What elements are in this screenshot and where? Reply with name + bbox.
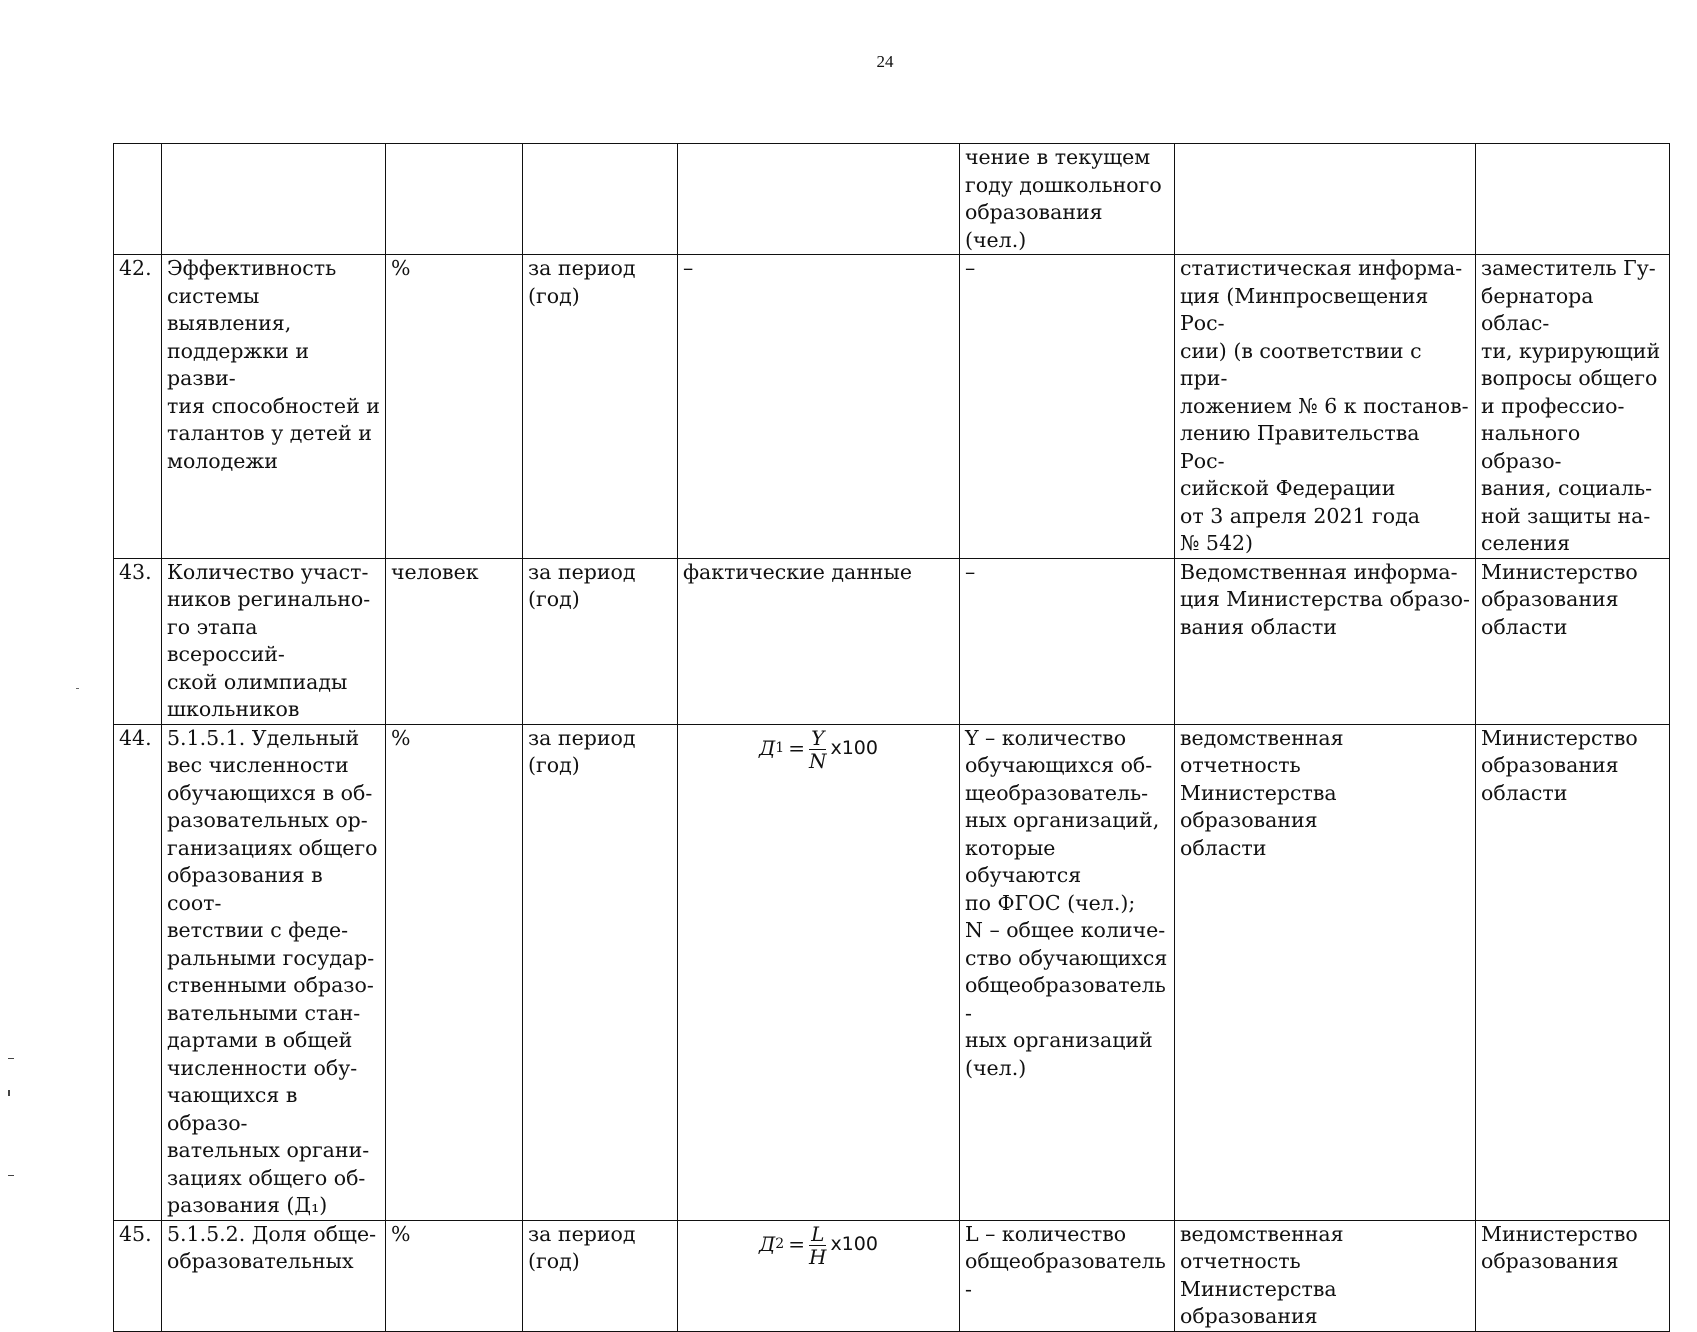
- table-row: [114, 255, 1670, 559]
- indicator-name: Количество участ- ников регинально- го этапа всероссий- ской олимпиады школьников: [162, 558, 386, 724]
- formula-lhs: Д: [759, 736, 776, 761]
- formula-numerator: Y: [811, 725, 825, 750]
- source-cell: Ведомственная информа- ция Министерства образо- вания области: [1175, 558, 1476, 724]
- scan-mark: [8, 1175, 14, 1176]
- variables-cell: Y – количество обучающихся об- щеобразователь- ных организаций, которые обучаются по ФГОС (чел.); N – общее количе- ство обучающихся общеобразователь- ных организаций (чел.): [960, 724, 1175, 1220]
- indicator-name: Эффективность системы выявления, поддержки и разви- тия способностей и талантов у детей и молодежи: [162, 255, 386, 559]
- method-cell: [678, 724, 960, 1220]
- period-cell: за период (год): [523, 1220, 678, 1331]
- formula-lhs: Д: [759, 1232, 776, 1257]
- formula-equals: =: [788, 736, 805, 761]
- source-cell: статистическая информа- ция (Минпросвещения Рос- сии) (в соответствии с при- ложением № 6 к постанов- лению Правительства Рос- сийской Федерации от 3 апреля 2021 года № 542): [1175, 255, 1476, 559]
- row-number: [114, 144, 162, 255]
- source-cell: ведомственная отчетность Министерства образования: [1175, 1220, 1476, 1331]
- unit-cell: [386, 144, 523, 255]
- formula-fraction: [807, 1223, 828, 1268]
- indicator-name: [162, 144, 386, 255]
- period-cell: за период (год): [523, 724, 678, 1220]
- method-cell: фактические данные: [678, 558, 960, 724]
- table-row: [114, 1220, 1670, 1331]
- row-number: 44.: [114, 724, 162, 1220]
- variables-cell: –: [960, 558, 1175, 724]
- unit-cell: %: [386, 724, 523, 1220]
- formula-d1: [683, 725, 954, 772]
- responsible-cell: Министерство образования области: [1476, 558, 1670, 724]
- period-cell: за период (год): [523, 255, 678, 559]
- unit-cell: человек: [386, 558, 523, 724]
- scan-mark: [8, 1090, 10, 1096]
- formula-denominator: H: [808, 1244, 827, 1269]
- source-cell: [1175, 144, 1476, 255]
- formula-tail: x100: [830, 1233, 878, 1256]
- indicator-name: 5.1.5.2. Доля обще- образовательных: [162, 1220, 386, 1331]
- variables-cell: L – количество общеобразователь-: [960, 1220, 1175, 1331]
- page-number: 24: [876, 52, 894, 71]
- formula-fraction: [807, 727, 829, 772]
- indicator-name: 5.1.5.1. Удельный вес численности обучающихся в об- разовательных ор- ганизациях общего образования в соот- ветствии с феде- ральными государ- ственными образо- вательными стан- дартами в общей численности обу- чающихся в образо- вательных органи- зациях общего об- разования (Д₁): [162, 724, 386, 1220]
- scan-mark: [8, 1058, 14, 1059]
- unit-cell: %: [386, 255, 523, 559]
- formula-tail: x100: [830, 737, 878, 760]
- unit-cell: %: [386, 1220, 523, 1331]
- method-cell: [678, 144, 960, 255]
- method-cell: [678, 1220, 960, 1331]
- formula-equals: =: [788, 1232, 805, 1257]
- period-cell: за период (год): [523, 558, 678, 724]
- indicators-table: [113, 143, 1670, 1332]
- table-row: [114, 144, 1670, 255]
- formula-numerator: L: [811, 1221, 825, 1246]
- table-row: [114, 724, 1670, 1220]
- row-number: 45.: [114, 1220, 162, 1331]
- formula-subscript: 1: [775, 740, 785, 757]
- method-cell: –: [678, 255, 960, 559]
- variables-cell: чение в текущем году дошкольного образования (чел.): [960, 144, 1175, 255]
- row-number: 43.: [114, 558, 162, 724]
- scan-mark: [76, 688, 79, 689]
- responsible-cell: Министерство образования области: [1476, 724, 1670, 1220]
- period-cell: [523, 144, 678, 255]
- responsible-cell: заместитель Гу- бернатора облас- ти, курирующий вопросы общего и профессио- нального образо- вания, социаль- ной защиты на- селения: [1476, 255, 1670, 559]
- formula-subscript: 2: [775, 1236, 785, 1253]
- row-number: 42.: [114, 255, 162, 559]
- variables-cell: –: [960, 255, 1175, 559]
- formula-d2: [683, 1221, 954, 1268]
- table-row: [114, 558, 1670, 724]
- responsible-cell: [1476, 144, 1670, 255]
- source-cell: ведомственная отчетность Министерства образования области: [1175, 724, 1476, 1220]
- responsible-cell: Министерство образования: [1476, 1220, 1670, 1331]
- formula-denominator: N: [808, 748, 827, 773]
